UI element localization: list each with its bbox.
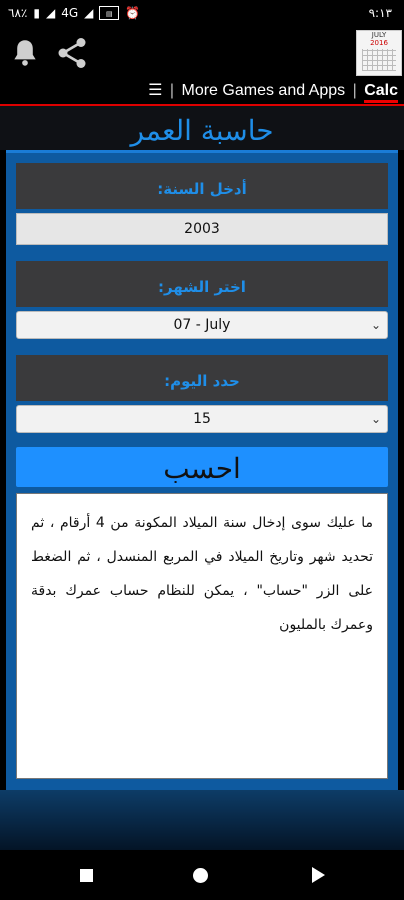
menu-row [0, 76, 404, 104]
day-label: :حدد اليوم [16, 355, 388, 401]
bell-icon[interactable] [8, 36, 42, 70]
alarm-icon: ⏰ [125, 6, 141, 20]
menu-separator-2: | [352, 82, 357, 99]
bottom-gradient [0, 790, 404, 850]
calendar-thumbnail[interactable] [356, 30, 402, 76]
status-time: ٩:١٣ [368, 6, 392, 20]
home-icon[interactable] [193, 868, 208, 883]
calc-tab-label: Calc [364, 82, 398, 99]
calendar-year: 2016 [370, 39, 388, 47]
year-label: :أدخل السنة [16, 163, 388, 209]
share-icon[interactable] [54, 35, 90, 71]
signal-icon-2: ◢ [84, 6, 94, 20]
chevron-down-icon: ⌄ [371, 318, 382, 332]
battery-percent: ٦٨٪ [8, 6, 28, 20]
more-games-link[interactable]: More Games and Apps [181, 82, 346, 99]
menu-separator: | [169, 82, 175, 99]
calendar-month: JULY [371, 31, 387, 39]
calc-tab-underline [364, 100, 398, 103]
hamburger-icon[interactable]: ☰ [148, 82, 163, 99]
status-bar [0, 0, 404, 30]
calculate-button[interactable]: احسب [16, 447, 388, 487]
battery-icon: ▮ [33, 6, 40, 20]
menu-links [148, 80, 398, 100]
signal-icon: ◢ [45, 6, 56, 20]
network-4g-icon: 4G [61, 6, 79, 20]
year-input[interactable]: 2003 [16, 213, 388, 245]
title-banner [0, 106, 404, 150]
status-left [8, 6, 140, 20]
description-text: ما عليك سوى إدخال سنة الميلاد المكونة من 4 أرقام ، ثم تحديد شهر وتاريخ الميلاد في المربع المنسدل ، ثم الضغط على الزر "حساب" ، يمكن للنظام حساب عمرك بدقة وعمرك بالمليون [16, 493, 388, 779]
month-label: :اختر الشهر [16, 261, 388, 307]
day-select-value: 15 [193, 411, 211, 427]
calc-tab[interactable] [364, 82, 398, 99]
app-bar [0, 30, 404, 76]
recent-apps-icon[interactable] [80, 869, 93, 882]
month-select-value: 07 - July [173, 317, 231, 333]
calculator-panel [6, 150, 398, 790]
system-nav-bar [0, 850, 404, 900]
notification-box-icon: ▤ [99, 6, 119, 20]
back-icon[interactable] [312, 867, 325, 883]
calendar-grid-icon [362, 49, 396, 71]
page-title: حاسبة العمر [130, 114, 274, 147]
day-select[interactable] [16, 405, 388, 433]
month-select[interactable] [16, 311, 388, 339]
chevron-down-icon: ⌄ [371, 412, 382, 426]
